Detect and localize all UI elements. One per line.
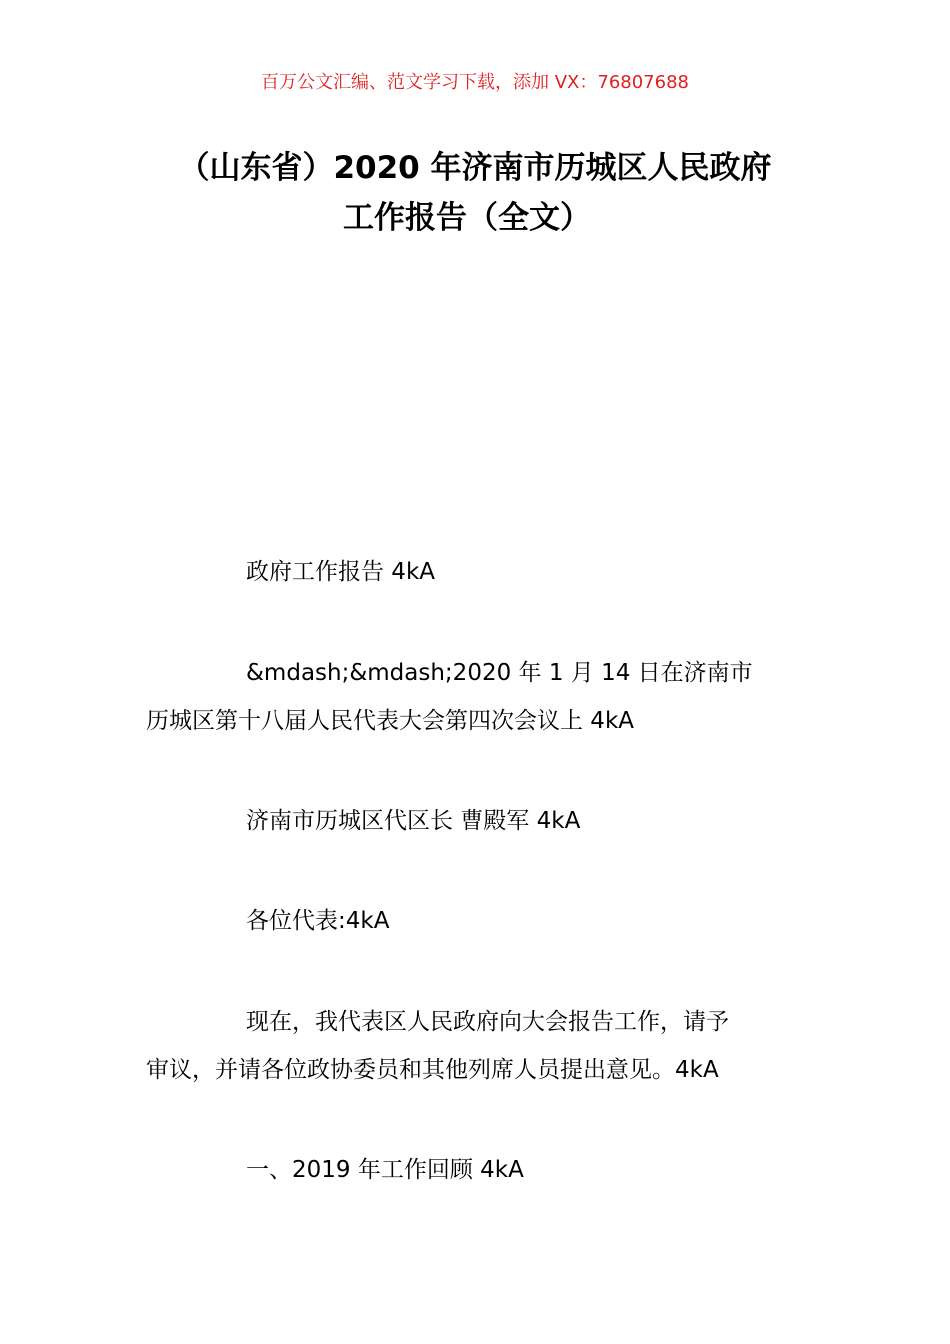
document-title-line-1: （山东省）2020 年济南市历城区人民政府 — [178, 150, 772, 186]
paragraph-salutation: 各位代表:4kA — [246, 908, 390, 934]
paragraph-report-label: 政府工作报告 4kA — [246, 559, 435, 585]
document-title-line-2: 工作报告（全文） — [343, 200, 591, 236]
paragraph-intro-line-1: 现在，我代表区人民政府向大会报告工作，请予 — [246, 1009, 729, 1035]
paragraph-date-line-2: 历城区第十八届人民代表大会第四次会议上 4kA — [146, 708, 634, 734]
paragraph-speaker: 济南市历城区代区长 曹殿军 4kA — [246, 808, 581, 834]
section-heading-review: 一、2019 年工作回顾 4kA — [246, 1157, 524, 1183]
promo-header: 百万公文汇编、范文学习下载，添加 VX：76807688 — [261, 72, 689, 93]
paragraph-intro-line-2: 审议，并请各位政协委员和其他列席人员提出意见。4kA — [146, 1057, 719, 1083]
paragraph-date-line-1: &mdash;&mdash;2020 年 1 月 14 日在济南市 — [246, 660, 753, 686]
